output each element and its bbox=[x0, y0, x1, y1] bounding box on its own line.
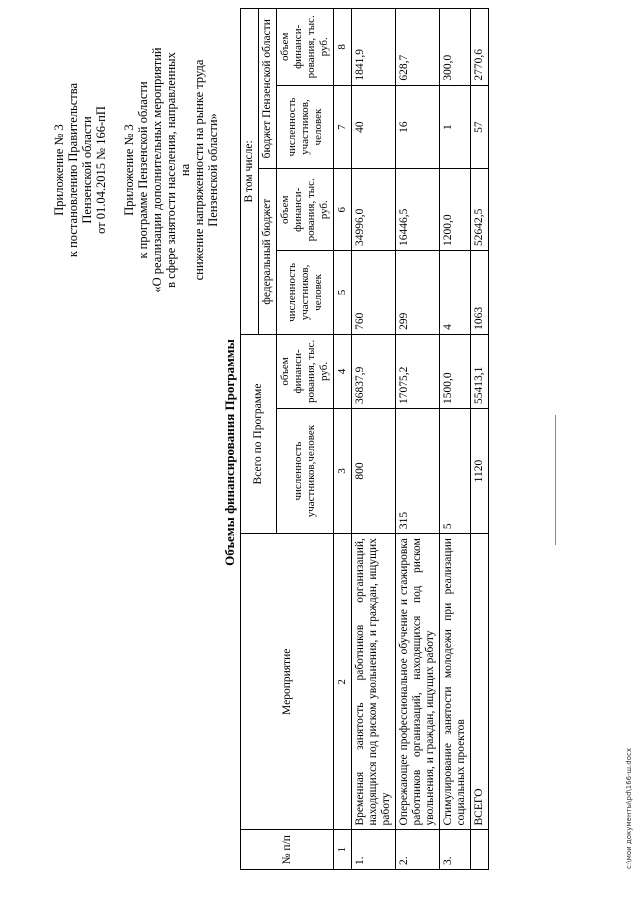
row-event: Временная занятость работников организаций, находящихся под риском увольнения, и граждан, ищущих работу bbox=[352, 534, 396, 830]
header-regional: бюджет Пензенской области bbox=[259, 9, 277, 170]
header-participants: численность участников, человек bbox=[277, 85, 334, 169]
column-number: 8 bbox=[334, 9, 352, 86]
row-total-people: 800 bbox=[352, 408, 396, 533]
row-reg-people: 1 bbox=[440, 85, 471, 169]
row-total-people: 5 bbox=[440, 408, 471, 533]
appendix-line: Приложение № 3 bbox=[122, 124, 136, 216]
column-number: 4 bbox=[334, 334, 352, 408]
row-reg-sum: 1841,9 bbox=[352, 9, 396, 86]
total-empty-cell bbox=[471, 830, 489, 870]
header-federal: федеральный бюджет bbox=[259, 169, 277, 334]
total-fed-people: 1063 bbox=[471, 251, 489, 335]
row-total-sum: 1500,0 bbox=[440, 334, 471, 408]
header-funding: объем финанси-рования, тыс. руб. bbox=[277, 9, 334, 86]
table-header-row bbox=[241, 9, 259, 870]
file-path-footer: c:\мои документы\pd\166-ш.docx bbox=[625, 747, 633, 869]
appendix-line: Пензенской области bbox=[80, 116, 94, 224]
appendix-line: «О реализации дополнительных мероприятий bbox=[150, 47, 164, 293]
header-funding: объем финанси-рования, тыс. руб. bbox=[277, 334, 334, 408]
header-event: Мероприятие bbox=[241, 534, 334, 830]
row-fed-people: 299 bbox=[396, 251, 440, 335]
header-participants-total: численность участников,человек bbox=[277, 408, 334, 533]
row-fed-sum: 34996,0 bbox=[352, 169, 396, 251]
appendix-line: от 01.04.2015 № 166-пП bbox=[94, 106, 108, 234]
total-sum: 55413,1 bbox=[471, 334, 489, 408]
row-total-sum: 36837,9 bbox=[352, 334, 396, 408]
header-including: В том числе: bbox=[241, 9, 259, 335]
total-fed-sum: 52642,5 bbox=[471, 169, 489, 251]
row-total-people: 315 bbox=[396, 408, 440, 533]
row-fed-people: 4 bbox=[440, 251, 471, 335]
appendix-line: снижение напряженности на рынке труда bbox=[192, 59, 206, 281]
table-row bbox=[352, 9, 396, 870]
row-event: Стимулирование занятости молодежи при реализации социальных проектов bbox=[440, 534, 471, 830]
table-row bbox=[396, 9, 440, 870]
header-total: Всего по Программе bbox=[241, 334, 277, 533]
column-number-row bbox=[334, 9, 352, 870]
row-number: 2. bbox=[396, 830, 440, 870]
appendix-line: Приложение № 3 bbox=[52, 124, 66, 216]
appendix-line: в сфере занятости населения, направленных на bbox=[164, 52, 192, 288]
row-fed-sum: 1200,0 bbox=[440, 169, 471, 251]
table-row bbox=[440, 9, 471, 870]
row-reg-people: 16 bbox=[396, 85, 440, 169]
row-reg-sum: 300,0 bbox=[440, 9, 471, 86]
row-total-sum: 17075,2 bbox=[396, 334, 440, 408]
row-reg-people: 40 bbox=[352, 85, 396, 169]
row-reg-sum: 628,7 bbox=[396, 9, 440, 86]
row-fed-sum: 16446,5 bbox=[396, 169, 440, 251]
total-label: ВСЕГО bbox=[471, 534, 489, 830]
header-funding: объем финанси-рования, тыс. руб. bbox=[277, 169, 334, 251]
header-gap bbox=[108, 45, 122, 295]
row-event: Опережающее профессиональное обучение и стажировка работников организаций, находящихся под риском увольнения, и граждан, ищущих работу bbox=[396, 534, 440, 830]
column-number: 5 bbox=[334, 251, 352, 335]
column-number: 3 bbox=[334, 408, 352, 533]
header-num: № п/п bbox=[241, 830, 334, 870]
row-fed-people: 760 bbox=[352, 251, 396, 335]
row-number: 1. bbox=[352, 830, 396, 870]
header-participants: численность участников, человек bbox=[277, 251, 334, 335]
column-number: 1 bbox=[334, 830, 352, 870]
appendix-header bbox=[52, 45, 220, 295]
appendix-line: Пензенской области» bbox=[206, 113, 220, 227]
appendix-line: к программе Пензенской области bbox=[136, 81, 150, 259]
table-total-row bbox=[471, 9, 489, 870]
column-number: 6 bbox=[334, 169, 352, 251]
row-number: 3. bbox=[440, 830, 471, 870]
separator-line bbox=[555, 415, 556, 545]
total-reg-people: 57 bbox=[471, 85, 489, 169]
column-number: 2 bbox=[334, 534, 352, 830]
total-reg-sum: 2770,6 bbox=[471, 9, 489, 86]
column-number: 7 bbox=[334, 85, 352, 169]
total-people: 1120 bbox=[471, 408, 489, 533]
document-title: Объемы финансирования Программы bbox=[222, 339, 237, 566]
appendix-line: к постановлению Правительства bbox=[66, 82, 80, 258]
financing-table bbox=[240, 8, 489, 870]
